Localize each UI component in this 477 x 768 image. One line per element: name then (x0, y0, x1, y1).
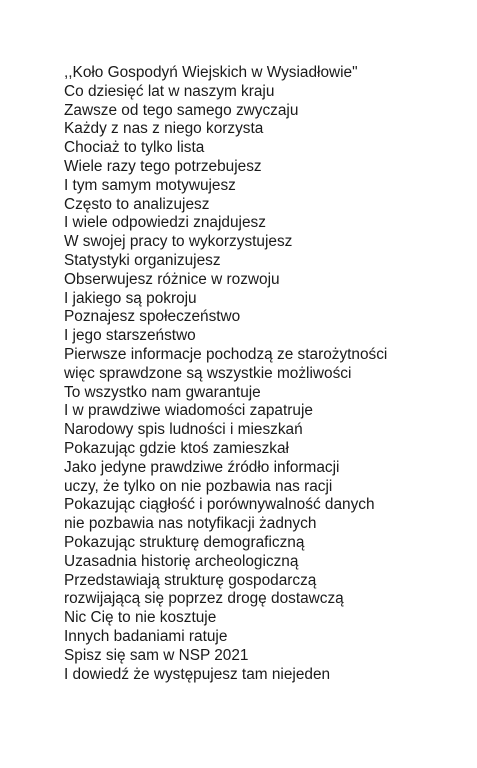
poem-line: Uzasadnia historię archeologiczną (64, 552, 299, 570)
poem-line: Statystyki organizujesz (64, 251, 221, 269)
poem-line: Spisz się sam w NSP 2021 (64, 646, 249, 664)
poem-line: I wiele odpowiedzi znajdujesz (64, 214, 266, 232)
poem-line: Nic Cię to nie kosztuje (64, 609, 217, 627)
poem-line: Co dziesięć lat w naszym kraju (64, 82, 275, 100)
poem-line: I dowiedź że występujesz tam niejeden (64, 665, 331, 683)
poem-text (64, 64, 387, 684)
poem-line: I jego starszeństwo (64, 327, 196, 345)
poem-line: więc sprawdzone są wszystkie możliwości (64, 364, 352, 382)
poem-title: ,,Koło Gospodyń Wiejskich w Wysiadłowie" (64, 64, 358, 81)
poem-line: Wiele razy tego potrzebujesz (64, 157, 262, 175)
poem-line: I w prawdziwe wiadomości zapatruje (64, 402, 313, 420)
poem-line: nie pozbawia nas notyfikacji żadnych (64, 515, 317, 533)
poem-line: Często to analizujesz (64, 195, 210, 213)
poem-line: Pierwsze informacje pochodzą ze starożytności (64, 345, 388, 363)
poem-line: Przedstawiają strukturę gospodarczą (64, 571, 317, 589)
poem-line: Pokazując gdzie ktoś zamieszkał (64, 439, 289, 457)
poem-line: Obserwujesz różnice w rozwoju (64, 270, 280, 288)
poem-line: Pokazując ciągłość i porównywalność danych (64, 496, 375, 514)
poem-line: uczy, że tylko on nie pozbawia nas racji (64, 477, 333, 495)
poem-line: Innych badaniami ratuje (64, 627, 228, 645)
poem-line: Pokazując strukturę demograficzną (64, 533, 305, 551)
poem-line: Chociaż to tylko lista (64, 139, 205, 157)
poem-line: Jako jedyne prawdziwe źródło informacji (64, 458, 340, 476)
poem-line: W swojej pracy to wykorzystujesz (64, 233, 293, 251)
poem-line: Zawsze od tego samego zwyczaju (64, 101, 299, 119)
poem-line: I tym samym motywujesz (64, 176, 236, 194)
poem-line: Poznajesz społeczeństwo (64, 308, 241, 326)
poem-line: Każdy z nas z niego korzysta (64, 120, 264, 138)
poem-line: rozwijającą się poprzez drogę dostawczą (64, 590, 344, 608)
poem-line: I jakiego są pokroju (64, 289, 197, 307)
poem-line: To wszystko nam gwarantuje (64, 383, 261, 401)
poem-line: Narodowy spis ludności i mieszkań (64, 421, 303, 439)
